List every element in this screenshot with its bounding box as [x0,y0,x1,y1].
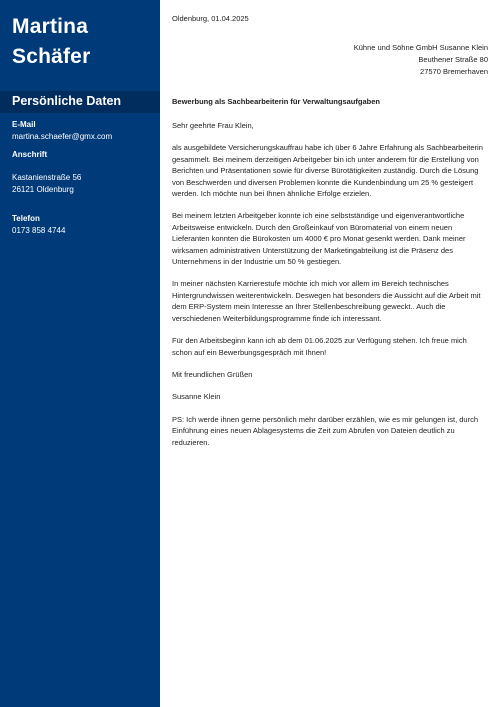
phone-label: Telefon [12,214,40,223]
letter-text [172,120,488,459]
paragraph: Bei meinem letzten Arbeitgeber konnte ich eine selbstständige und eigenverantwortliche Arbeitsweise entwickeln. Durch den Großeinkauf von Büromaterial von einem neuen Lieferanten konnten die Bürokosten um 4000 € pro Monat gesenkt werden. Dank meiner wirksamen administrativen Unterstützung der Marketingabteilung ist die Präsenz des Unternehmens in der Industrie um 50 % gestiegen. [172,211,466,267]
letter-subject: Bewerbung als Sachbearbeiterin für Verwaltungsaufgaben [172,97,380,106]
paragraph: In meiner nächsten Karrierestufe möchte ich mich vor allem im Bereich technisches Hintergrundwissen weiterentwickeln. Deswegen hat besonders die Aussicht auf die Arbeit mit dem ERP-System mein Interesse an Ihrer Stellenbeschreibung geweckt.. Auch die verschiedenen Weiterbildungsprogramme finde ich interessant. [172,279,481,323]
applicant-name [0,0,160,72]
closing: Mit freundlichen Grüßen [172,369,253,379]
recipient-address [172,42,488,79]
address-city: 26121 Oldenburg [12,185,74,194]
address-label: Anschrift [12,150,48,159]
paragraph: als ausgebildete Versicherungskauffrau habe ich über 6 Jahre Erfahrung als Sachbearbeiterin gesammelt. Bei meinem derzeitigen Arbeitgeber bin ich unter anderem für die Erstellung von Berichten und Präsentationen sowie für diverse Bürotätigkeiten zuständig. Durch die Lösung von Beschwerden und diversen Problemen konnte die Kundenbindung um 25 % gesteigert werden. Ich möchte nun bei Ihnen ähnliche Erfolge erzielen. [172,143,483,199]
recipient-line: Beuthener Straße 80 [418,55,488,65]
date-line: Oldenburg, 01.04.2025 [172,14,249,23]
last-name: Schäfer [12,45,91,68]
email-value[interactable]: martina.schaefer@gmx.com [12,132,113,141]
postscript: PS: Ich werde ihnen gerne persönlich mehr darüber erzählen, wie es mir gelungen ist, durch Einführung eines neuen Ablagesystems die Zeit zum Abrufen von Dateien deutlich zu reduzieren. [172,414,478,447]
signature: Susanne Klein [172,392,221,402]
recipient-line: 27570 Bremerhaven [420,67,488,77]
phone-value[interactable]: 0173 858 4744 [12,226,66,235]
address-street: Kastanienstraße 56 [12,173,82,182]
first-name: Martina [12,15,89,38]
salutation: Sehr geehrte Frau Klein, [172,121,254,130]
recipient-line: Kühne und Söhne GmbH Susanne Klein [353,43,488,52]
paragraph: Für den Arbeitsbeginn kann ich ab dem 01.06.2025 zur Verfügung stehen. Ich freue mich schon auf ein Bewerbungsgespräch mit Ihnen! [172,336,467,357]
section-title: Persönliche Daten [12,94,122,108]
sidebar [0,0,160,707]
email-label: E-Mail [12,120,36,129]
